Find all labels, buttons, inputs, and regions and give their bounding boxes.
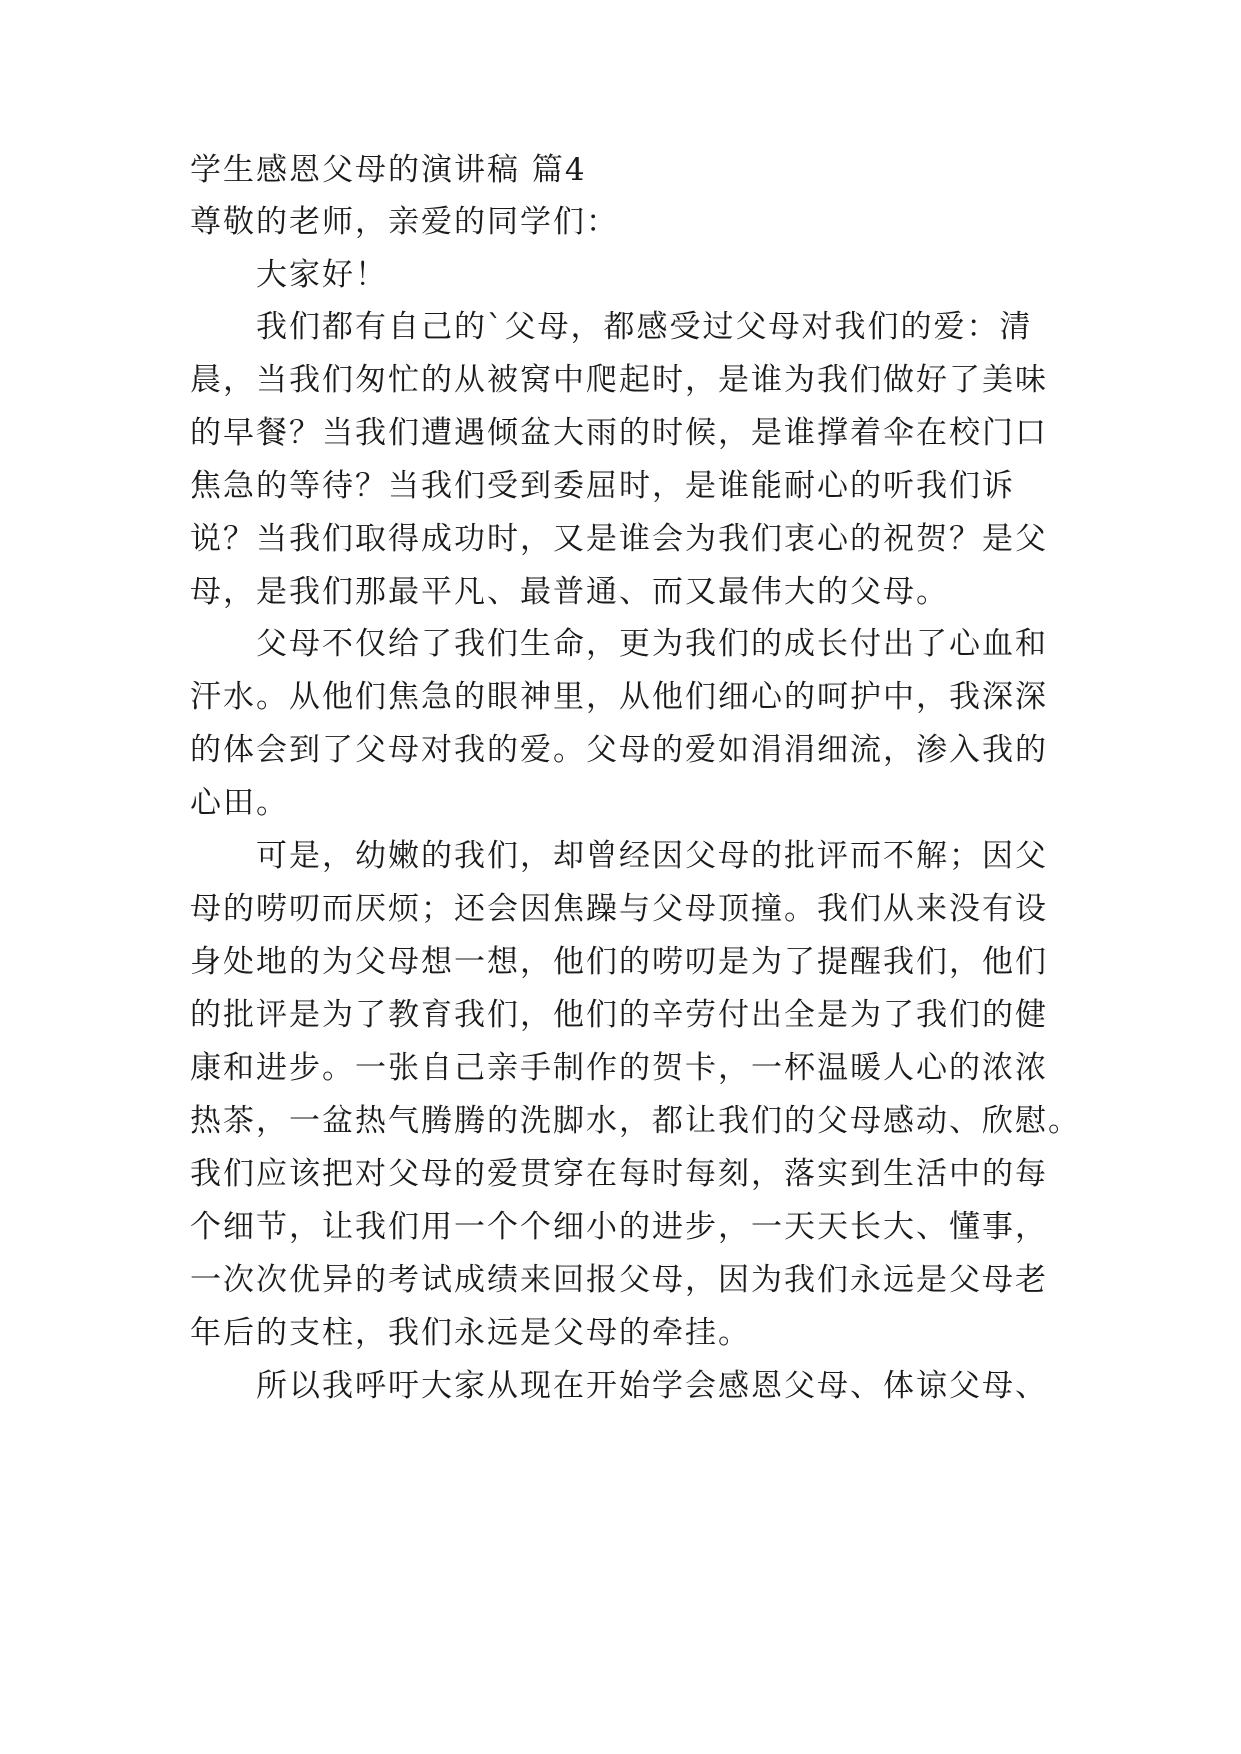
paragraph-line: 的早餐？当我们遭遇倾盆大雨的时候，是谁撑着伞在校门口 — [190, 415, 1048, 451]
paragraph-line: 个细节，让我们用一个个细小的进步，一天天长大、懂事， — [190, 1209, 1048, 1245]
document-title: 学生感恩父母的演讲稿 篇4 — [190, 152, 587, 188]
paragraph-line: 晨，当我们匆忙的从被窝中爬起时，是谁为我们做好了美味 — [190, 362, 1048, 398]
paragraph-line: 母，是我们那最平凡、最普通、而又最伟大的父母。 — [190, 574, 949, 610]
paragraph-line: 热茶，一盆热气腾腾的洗脚水，都让我们的父母感动、欣慰。 — [190, 1103, 1081, 1139]
paragraph-line: 康和进步。一张自己亲手制作的贺卡，一杯温暖人心的浓浓 — [190, 1050, 1048, 1086]
paragraph-line: 年后的支柱，我们永远是父母的牵挂。 — [190, 1315, 751, 1351]
paragraph-line: 我们都有自己的`父母，都感受过父母对我们的爱：清 — [256, 309, 1033, 345]
paragraph-line: 焦急的等待？当我们受到委屈时，是谁能耐心的听我们诉 — [190, 468, 1015, 504]
paragraph-line: 身处地的为父母想一想，他们的唠叨是为了提醒我们，他们 — [190, 944, 1048, 980]
paragraph-line: 的批评是为了教育我们，他们的辛劳付出全是为了我们的健 — [190, 997, 1048, 1033]
paragraph-line: 心田。 — [190, 785, 289, 821]
paragraph-line: 的体会到了父母对我的爱。父母的爱如涓涓细流，渗入我的 — [190, 732, 1048, 768]
paragraph-line: 说？当我们取得成功时，又是谁会为我们衷心的祝贺？是父 — [190, 521, 1048, 557]
salutation: 尊敬的老师，亲爱的同学们： — [190, 204, 619, 240]
paragraph-line: 一次次优异的考试成绩来回报父母，因为我们永远是父母老 — [190, 1262, 1048, 1298]
paragraph-line: 母的唠叨而厌烦；还会因焦躁与父母顶撞。我们从来没有设 — [190, 891, 1048, 927]
paragraph-line: 所以我呼吁大家从现在开始学会感恩父母、体谅父母、 — [256, 1368, 1048, 1404]
greeting: 大家好！ — [256, 257, 388, 293]
paragraph-line: 可是，幼嫩的我们，却曾经因父母的批评而不解；因父 — [256, 838, 1048, 874]
paragraph-line: 我们应该把对父母的爱贯穿在每时每刻，落实到生活中的每 — [190, 1156, 1048, 1192]
paragraph-line: 父母不仅给了我们生命，更为我们的成长付出了心血和 — [256, 626, 1048, 662]
paragraph-line: 汗水。从他们焦急的眼神里，从他们细心的呵护中，我深深 — [190, 679, 1048, 715]
